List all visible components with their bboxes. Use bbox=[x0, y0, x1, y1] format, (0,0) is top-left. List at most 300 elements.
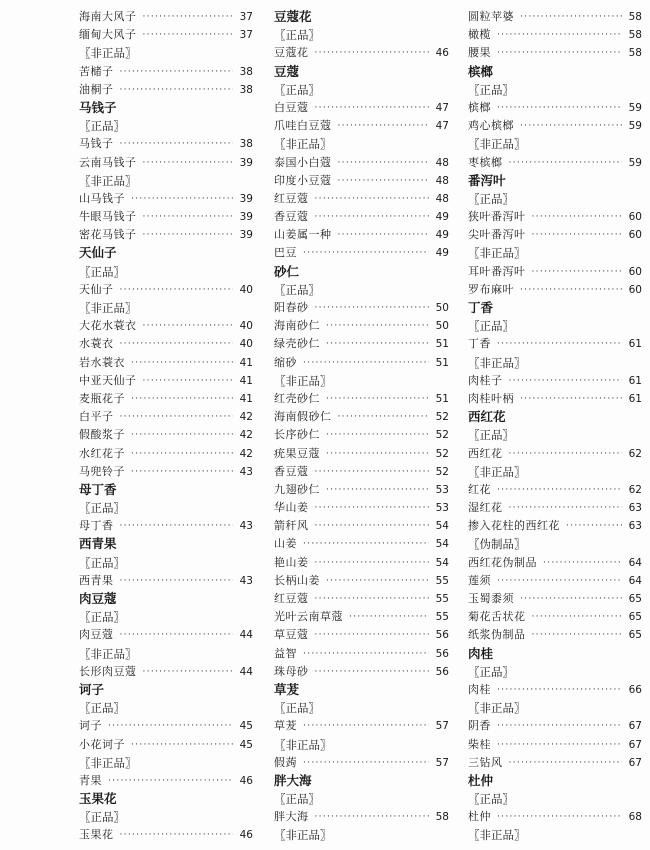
page-number: 54 bbox=[435, 520, 449, 533]
dot-leader bbox=[120, 281, 234, 299]
entry-name: 山马钱子 bbox=[79, 191, 125, 205]
page-number: 66 bbox=[628, 683, 642, 696]
page-number: 62 bbox=[628, 483, 642, 496]
entry-name: 阳春砂 bbox=[274, 301, 309, 314]
dot-leader bbox=[131, 354, 233, 372]
page-number: 39 bbox=[239, 229, 253, 242]
dot-leader bbox=[326, 335, 429, 353]
page-number: 53 bbox=[435, 483, 449, 496]
entry-name: 印度小豆蔻 bbox=[274, 173, 332, 187]
category-label: 〖正品〗 bbox=[79, 501, 125, 516]
dot-leader bbox=[532, 626, 623, 644]
entry-name: 水蓑衣 bbox=[79, 337, 114, 351]
entry-name: 肉桂叶柄 bbox=[468, 391, 514, 405]
dot-leader bbox=[303, 754, 429, 772]
entry-name: 玉蜀黍须 bbox=[468, 592, 514, 605]
toc-entry bbox=[274, 572, 449, 590]
page-number: 44 bbox=[239, 665, 253, 678]
entry-name: 橄榄 bbox=[468, 28, 491, 42]
toc-entry bbox=[468, 517, 642, 535]
page-number: 39 bbox=[239, 211, 253, 224]
entry-name: 杜仲 bbox=[468, 810, 491, 824]
page-number: 50 bbox=[435, 302, 449, 314]
dot-leader bbox=[120, 517, 234, 535]
category-label: 〖非正品〗 bbox=[468, 246, 526, 261]
dot-leader bbox=[326, 426, 429, 444]
dot-leader bbox=[520, 281, 622, 299]
toc-entry bbox=[274, 463, 449, 481]
page-number: 37 bbox=[239, 29, 253, 42]
page-number: 43 bbox=[239, 465, 253, 478]
category-label: 〖正品〗 bbox=[468, 428, 514, 443]
section-heading: 马钱子 bbox=[79, 99, 117, 115]
page-number: 50 bbox=[435, 320, 449, 333]
toc-entry bbox=[468, 572, 642, 590]
dot-leader bbox=[520, 390, 622, 408]
dot-leader bbox=[315, 208, 430, 226]
dot-leader bbox=[303, 244, 429, 262]
category-label: 〖正品〗 bbox=[274, 792, 320, 807]
entry-name: 假酸浆子 bbox=[79, 428, 125, 442]
toc-entry bbox=[274, 154, 449, 172]
page-number: 40 bbox=[239, 283, 253, 296]
page-number: 59 bbox=[628, 156, 642, 169]
toc-entry bbox=[274, 390, 449, 408]
toc-entry bbox=[274, 226, 449, 244]
toc-entry bbox=[468, 226, 642, 244]
category-label: 〖非正品〗 bbox=[274, 828, 332, 843]
entry-name: 母丁香 bbox=[79, 519, 114, 533]
toc-entry bbox=[468, 808, 642, 826]
dot-leader bbox=[131, 463, 233, 481]
toc-entry bbox=[468, 44, 642, 62]
page-number: 68 bbox=[628, 811, 642, 824]
page-number: 67 bbox=[628, 756, 642, 769]
dot-leader bbox=[497, 99, 622, 117]
toc-entry bbox=[274, 172, 449, 190]
toc-entry bbox=[79, 445, 253, 463]
category-label: 〖非正品〗 bbox=[468, 828, 526, 843]
page-number: 60 bbox=[628, 211, 642, 224]
entry-name: 槟榔 bbox=[468, 100, 491, 114]
entry-name: 马钱子 bbox=[79, 137, 114, 151]
category-label: 〖正品〗 bbox=[274, 28, 320, 43]
toc-entry bbox=[79, 372, 253, 390]
page-number: 56 bbox=[435, 647, 449, 660]
dot-leader bbox=[497, 681, 622, 699]
toc-entry bbox=[79, 354, 253, 372]
toc-entry bbox=[79, 8, 253, 26]
category-label: 〖正品〗 bbox=[79, 810, 125, 825]
toc-entry bbox=[274, 299, 449, 317]
toc-entry bbox=[79, 281, 253, 299]
dot-leader bbox=[131, 190, 233, 208]
entry-name: 巴豆 bbox=[274, 246, 297, 260]
category-label: 〖正品〗 bbox=[274, 282, 320, 297]
dot-leader bbox=[509, 445, 623, 463]
section-heading: 诃子 bbox=[79, 681, 105, 697]
dot-leader bbox=[303, 717, 429, 735]
page-number: 47 bbox=[435, 120, 449, 133]
page-number: 47 bbox=[435, 101, 449, 114]
category-label: 〖非正品〗 bbox=[274, 137, 332, 152]
toc-entry bbox=[274, 754, 449, 772]
dot-leader bbox=[326, 481, 429, 499]
category-label: 〖正品〗 bbox=[468, 319, 514, 334]
entry-name: 长形肉豆蔻 bbox=[79, 664, 137, 678]
section-heading: 母丁香 bbox=[79, 481, 117, 497]
entry-name: 香豆蔻 bbox=[274, 210, 309, 224]
toc-entry bbox=[468, 481, 642, 499]
category-label: 〖正品〗 bbox=[274, 82, 320, 97]
page-number: 61 bbox=[628, 374, 642, 387]
dot-leader bbox=[108, 772, 233, 790]
section-heading: 杜仲 bbox=[468, 772, 494, 788]
page-number: 43 bbox=[239, 574, 253, 587]
dot-leader bbox=[315, 99, 430, 117]
dot-leader bbox=[315, 554, 430, 572]
toc-entry bbox=[79, 208, 253, 226]
toc-entry bbox=[274, 445, 449, 463]
entry-name: 罗布麻叶 bbox=[468, 282, 514, 296]
page-number: 52 bbox=[435, 429, 449, 442]
page-number: 61 bbox=[628, 392, 642, 405]
toc-entry bbox=[274, 208, 449, 226]
toc-entry bbox=[468, 117, 642, 135]
entry-name: 柴桂 bbox=[468, 737, 491, 751]
dot-leader bbox=[566, 517, 622, 535]
page-number: 46 bbox=[435, 47, 449, 60]
page-number: 54 bbox=[435, 556, 449, 569]
page-number: 58 bbox=[628, 47, 642, 60]
page-number: 41 bbox=[239, 374, 253, 387]
toc-entry bbox=[79, 408, 253, 426]
entry-name: 海南大风子 bbox=[79, 10, 137, 23]
dot-leader bbox=[120, 626, 234, 644]
page-number: 57 bbox=[435, 720, 449, 733]
page-number: 57 bbox=[435, 756, 449, 769]
page-number: 59 bbox=[628, 101, 642, 114]
dot-leader bbox=[120, 572, 234, 590]
entry-name: 莲须 bbox=[468, 573, 491, 587]
toc-entry bbox=[468, 99, 642, 117]
dot-leader bbox=[509, 499, 623, 517]
page-number: 63 bbox=[628, 520, 642, 533]
entry-name: 玉果花 bbox=[79, 828, 114, 842]
page-number: 51 bbox=[435, 392, 449, 405]
entry-name: 腰果 bbox=[468, 46, 491, 60]
dot-leader bbox=[338, 408, 430, 426]
dot-leader bbox=[338, 172, 430, 190]
page-number: 58 bbox=[435, 811, 449, 824]
page-number: 48 bbox=[435, 174, 449, 187]
page-number: 65 bbox=[628, 593, 642, 605]
page-number: 65 bbox=[628, 611, 642, 624]
section-heading: 肉豆蔻 bbox=[79, 591, 117, 606]
toc-entry bbox=[468, 681, 642, 699]
section-heading: 草茇 bbox=[274, 681, 300, 697]
dot-leader bbox=[120, 335, 234, 353]
entry-name: 水红花子 bbox=[79, 446, 125, 460]
page-number: 42 bbox=[239, 447, 253, 460]
dot-leader bbox=[303, 535, 429, 553]
page-number: 65 bbox=[628, 629, 642, 642]
dot-leader bbox=[532, 226, 623, 244]
dot-leader bbox=[315, 44, 430, 62]
toc-entry bbox=[79, 390, 253, 408]
entry-name: 诃子 bbox=[79, 719, 102, 733]
section-heading: 肉桂 bbox=[468, 645, 494, 661]
toc-entry bbox=[274, 99, 449, 117]
page-number: 52 bbox=[435, 447, 449, 460]
dot-leader bbox=[532, 608, 623, 626]
page-number: 37 bbox=[239, 11, 253, 23]
toc-entry bbox=[468, 554, 642, 572]
category-label: 〖正品〗 bbox=[79, 555, 125, 570]
entry-name: 长柄山姜 bbox=[274, 573, 320, 587]
category-label: 〖非正品〗 bbox=[468, 464, 526, 479]
page-number: 39 bbox=[239, 192, 253, 205]
category-label: 〖正品〗 bbox=[468, 664, 514, 679]
page-number: 46 bbox=[239, 774, 253, 787]
dot-leader bbox=[497, 335, 622, 353]
page-number: 40 bbox=[239, 338, 253, 351]
category-label: 〖正品〗 bbox=[468, 792, 514, 807]
category-label: 〖非正品〗 bbox=[79, 646, 137, 661]
dot-leader bbox=[120, 81, 234, 99]
page-number: 42 bbox=[239, 411, 253, 424]
page-number: 49 bbox=[435, 247, 449, 260]
toc-entry bbox=[468, 372, 642, 390]
toc-entry bbox=[274, 717, 449, 735]
toc-entry bbox=[468, 499, 642, 517]
dot-leader bbox=[349, 608, 429, 626]
dot-leader bbox=[520, 117, 622, 135]
toc-entry bbox=[274, 663, 449, 681]
entry-name: 长序砂仁 bbox=[274, 428, 320, 442]
entry-name: 海南砂仁 bbox=[274, 319, 320, 333]
toc-entry bbox=[79, 572, 253, 590]
entry-name: 泰国小白蔻 bbox=[274, 155, 332, 169]
entry-name: 小花诃子 bbox=[79, 737, 125, 751]
entry-name: 红豆蔻 bbox=[274, 592, 309, 605]
category-label: 〖正品〗 bbox=[79, 610, 125, 625]
category-label: 〖伪制品〗 bbox=[468, 537, 526, 552]
entry-name: 肉桂子 bbox=[468, 373, 503, 387]
toc-entry bbox=[468, 263, 642, 281]
entry-name: 耳叶番泻叶 bbox=[468, 264, 526, 278]
section-heading: 玉果花 bbox=[79, 791, 117, 807]
entry-name: 草豆蔻 bbox=[274, 628, 309, 642]
dot-leader bbox=[315, 463, 430, 481]
entry-name: 中亚天仙子 bbox=[79, 373, 137, 387]
entry-name: 阴香 bbox=[468, 719, 491, 733]
dot-leader bbox=[131, 445, 233, 463]
page-number: 60 bbox=[628, 265, 642, 278]
page-number: 61 bbox=[628, 338, 642, 351]
toc-entry bbox=[274, 608, 449, 626]
category-label: 〖非正品〗 bbox=[79, 46, 137, 61]
entry-name: 丁香 bbox=[468, 337, 491, 351]
toc-entry bbox=[79, 826, 253, 844]
toc-entry bbox=[274, 190, 449, 208]
entry-name: 掺入花柱的西红花 bbox=[468, 519, 560, 533]
page-number: 64 bbox=[628, 574, 642, 587]
entry-name: 马兜铃子 bbox=[79, 464, 125, 478]
entry-name: 绿壳砂仁 bbox=[274, 337, 320, 351]
entry-name: 尖叶番泻叶 bbox=[468, 228, 526, 242]
entry-name: 山姜 bbox=[274, 537, 297, 551]
dot-leader bbox=[509, 754, 623, 772]
dot-leader bbox=[143, 317, 234, 335]
entry-name: 爪哇白豆蔻 bbox=[274, 119, 332, 133]
page-number: 39 bbox=[239, 156, 253, 169]
category-label: 〖正品〗 bbox=[274, 701, 320, 716]
toc-entry bbox=[468, 335, 642, 353]
dot-leader bbox=[131, 736, 233, 754]
dot-leader bbox=[143, 372, 234, 390]
toc-entry bbox=[468, 754, 642, 772]
entry-name: 白平子 bbox=[79, 410, 114, 424]
category-label: 〖正品〗 bbox=[79, 701, 125, 716]
entry-name: 光叶云南草蔻 bbox=[274, 610, 343, 624]
entry-name: 假蒟 bbox=[274, 755, 297, 769]
dot-leader bbox=[497, 736, 622, 754]
page-number: 63 bbox=[628, 502, 642, 515]
category-label: 〖非正品〗 bbox=[79, 755, 137, 770]
toc-entry bbox=[468, 626, 642, 644]
entry-name: 红花 bbox=[468, 482, 491, 496]
section-heading: 槟榔 bbox=[468, 63, 494, 79]
toc-entry bbox=[274, 535, 449, 553]
page-number: 52 bbox=[435, 411, 449, 424]
entry-name: 西红花伪制品 bbox=[468, 555, 537, 569]
toc-entry bbox=[79, 736, 253, 754]
section-heading: 豆蔻 bbox=[274, 63, 300, 79]
section-heading: 胖大海 bbox=[274, 772, 312, 788]
toc-entry bbox=[468, 8, 642, 26]
dot-leader bbox=[120, 63, 234, 81]
dot-leader bbox=[326, 445, 429, 463]
entry-name: 华山姜 bbox=[274, 501, 309, 515]
dot-leader bbox=[315, 808, 430, 826]
page-number: 49 bbox=[435, 211, 449, 224]
entry-name: 珠母砂 bbox=[274, 664, 309, 678]
toc-entry bbox=[79, 26, 253, 44]
dot-leader bbox=[303, 354, 429, 372]
entry-name: 白豆蔻 bbox=[274, 100, 309, 114]
dot-leader bbox=[315, 626, 430, 644]
dot-leader bbox=[108, 717, 233, 735]
page-number: 54 bbox=[435, 538, 449, 551]
toc-column-3 bbox=[468, 8, 642, 845]
dot-leader bbox=[338, 154, 430, 172]
dot-leader bbox=[143, 154, 234, 172]
entry-name: 油桐子 bbox=[79, 82, 114, 96]
toc-entry bbox=[274, 517, 449, 535]
page-number: 51 bbox=[435, 338, 449, 351]
dot-leader bbox=[143, 26, 234, 44]
dot-leader bbox=[532, 263, 623, 281]
toc-entry bbox=[274, 354, 449, 372]
page-number: 55 bbox=[435, 611, 449, 624]
section-heading: 西青果 bbox=[79, 536, 117, 552]
category-label: 〖非正品〗 bbox=[79, 173, 137, 188]
category-label: 〖非正品〗 bbox=[79, 301, 137, 315]
entry-name: 菊花舌状花 bbox=[468, 610, 526, 624]
page-number: 46 bbox=[239, 829, 253, 842]
entry-name: 香豆蔻 bbox=[274, 464, 309, 478]
entry-name: 豆蔻花 bbox=[274, 46, 309, 60]
entry-name: 九翅砂仁 bbox=[274, 482, 320, 496]
toc-entry bbox=[274, 626, 449, 644]
dot-leader bbox=[143, 663, 234, 681]
page-number: 55 bbox=[435, 593, 449, 605]
page-number: 48 bbox=[435, 156, 449, 169]
entry-name: 疣果豆蔻 bbox=[274, 446, 320, 460]
dot-leader bbox=[315, 299, 430, 317]
dot-leader bbox=[120, 408, 234, 426]
dot-leader bbox=[131, 426, 233, 444]
dot-leader bbox=[497, 808, 622, 826]
dot-leader bbox=[497, 44, 622, 62]
section-heading: 豆蔻花 bbox=[274, 9, 312, 24]
category-label: 〖正品〗 bbox=[79, 264, 125, 279]
toc-entry bbox=[468, 208, 642, 226]
toc-entry bbox=[468, 445, 642, 463]
page-number: 60 bbox=[628, 283, 642, 296]
dot-leader bbox=[120, 826, 234, 844]
entry-name: 缩砂 bbox=[274, 355, 297, 369]
page-number: 45 bbox=[239, 738, 253, 751]
dot-leader bbox=[143, 226, 234, 244]
entry-name: 山姜属一种 bbox=[274, 228, 332, 242]
toc-entry bbox=[468, 154, 642, 172]
dot-leader bbox=[543, 554, 622, 572]
page-number: 38 bbox=[239, 65, 253, 78]
toc-entry bbox=[274, 499, 449, 517]
page-number: 41 bbox=[239, 392, 253, 405]
dot-leader bbox=[497, 717, 622, 735]
toc-entry bbox=[79, 190, 253, 208]
entry-name: 纸浆伪制品 bbox=[468, 628, 526, 642]
category-label: 〖正品〗 bbox=[468, 191, 514, 206]
dot-leader bbox=[497, 572, 622, 590]
toc-entry bbox=[79, 426, 253, 444]
toc-entry bbox=[274, 645, 449, 663]
dot-leader bbox=[326, 317, 429, 335]
dot-leader bbox=[509, 154, 623, 172]
entry-name: 西青果 bbox=[79, 573, 114, 587]
toc-entry bbox=[274, 481, 449, 499]
page-number: 67 bbox=[628, 720, 642, 733]
toc-entry bbox=[274, 317, 449, 335]
section-heading: 天仙子 bbox=[79, 245, 117, 261]
toc-entry bbox=[79, 154, 253, 172]
toc-entry bbox=[468, 281, 642, 299]
entry-name: 枣槟榔 bbox=[468, 155, 503, 169]
toc-entry bbox=[79, 717, 253, 735]
toc-entry bbox=[79, 81, 253, 99]
page-number: 45 bbox=[239, 720, 253, 733]
category-label: 〖非正品〗 bbox=[468, 355, 526, 370]
toc-entry bbox=[468, 390, 642, 408]
toc-entry bbox=[274, 244, 449, 262]
page-number: 49 bbox=[435, 229, 449, 242]
dot-leader bbox=[326, 572, 429, 590]
entry-name: 草茇 bbox=[274, 719, 297, 733]
toc-entry bbox=[79, 226, 253, 244]
